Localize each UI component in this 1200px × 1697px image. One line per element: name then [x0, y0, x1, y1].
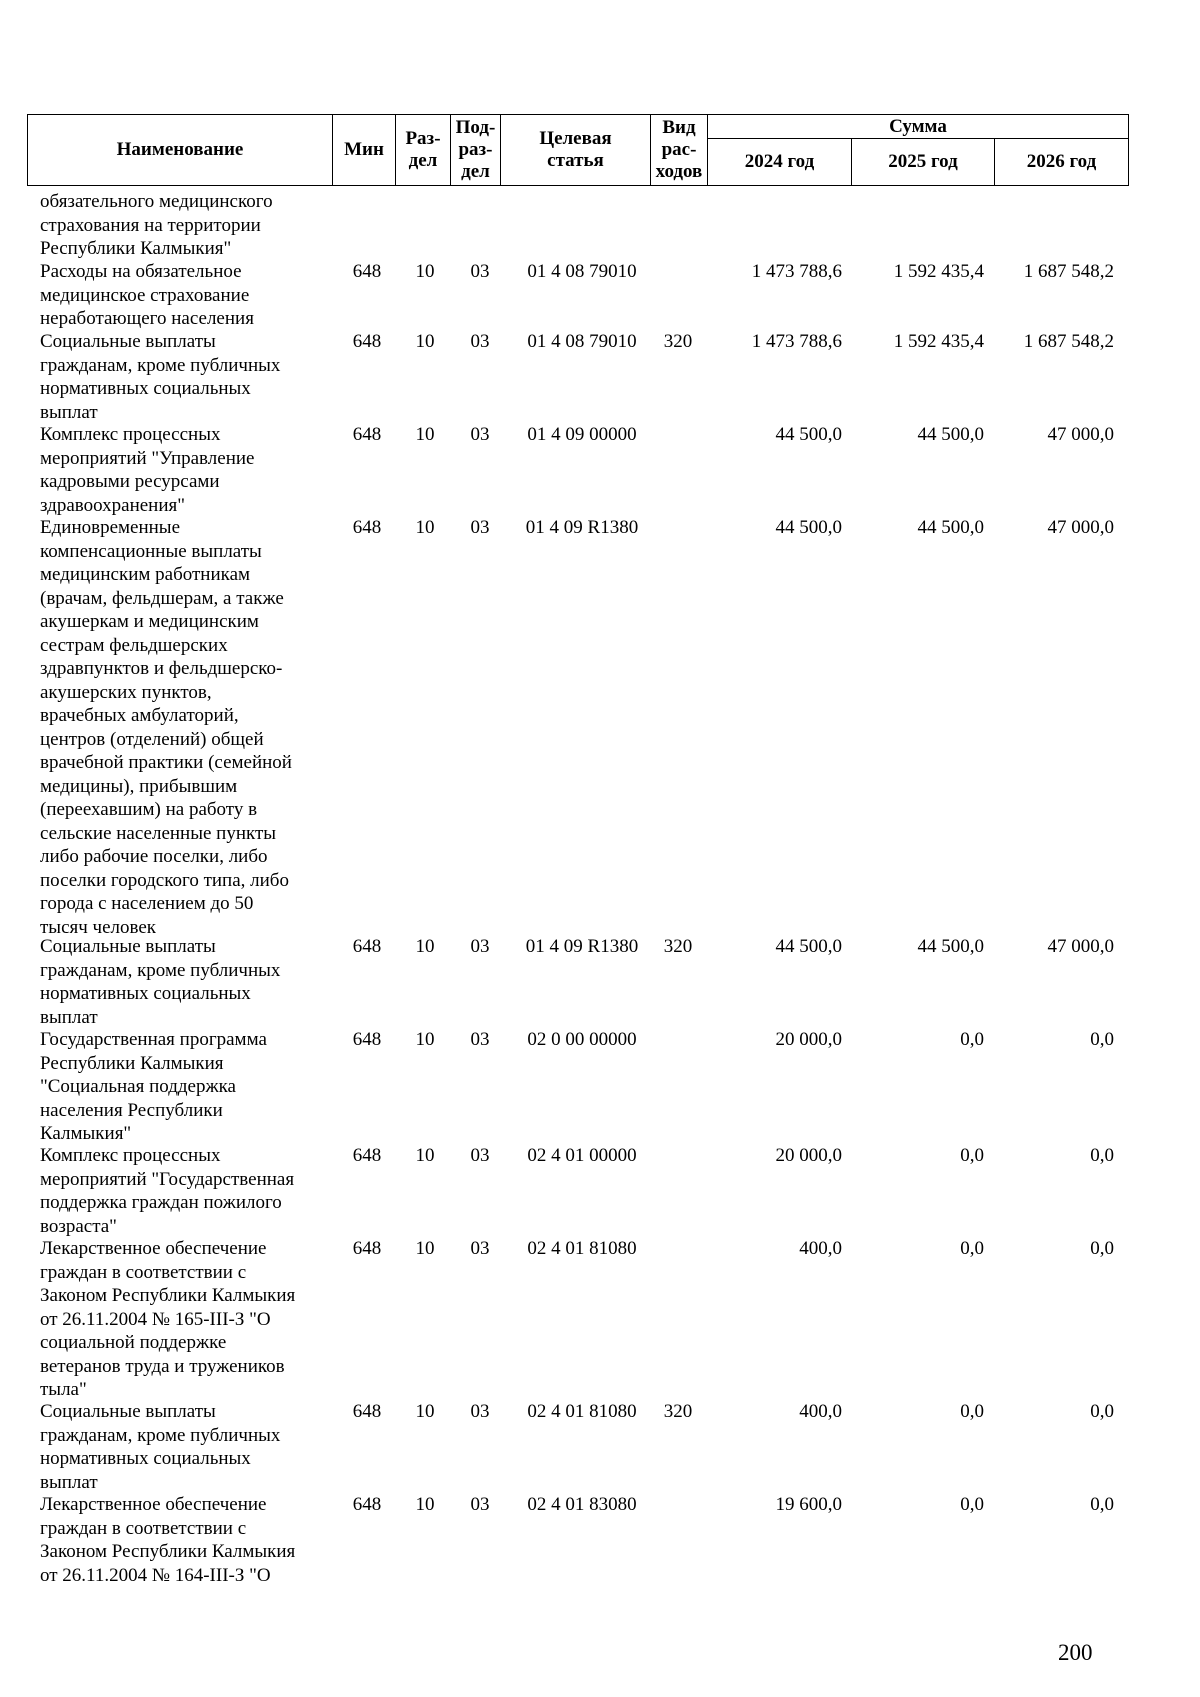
cell-podrazdel: 03 — [470, 261, 490, 282]
cell-min: 648 — [352, 1238, 382, 1259]
cell-min: 648 — [352, 261, 382, 282]
cell-y2026: 0,0 — [1090, 1145, 1114, 1166]
cell-podrazdel: 03 — [470, 1494, 490, 1515]
header-vid: Вид рас- ходов — [651, 115, 708, 185]
cell-y2025: 1 592 435,4 — [893, 331, 984, 352]
cell-name: Лекарственное обеспечение граждан в соответствии с Законом Республики Калмыкия от 26.11.2004 № 165-III-З "О социальной поддержке ветеранов труда и тружеников тыла" — [40, 1238, 296, 1400]
cell-y2026: 47 000,0 — [1047, 936, 1114, 957]
cell-y2025: 44 500,0 — [917, 424, 984, 445]
cell-name: Комплекс процессных мероприятий "Государственная поддержка граждан пожилого возраста" — [40, 1145, 295, 1237]
cell-y2025: 44 500,0 — [917, 517, 984, 538]
header-summa: Сумма — [708, 115, 1128, 139]
header-summa-group — [708, 115, 1128, 185]
cell-razdel: 10 — [415, 331, 435, 352]
cell-y2026: 1 687 548,2 — [1023, 261, 1114, 282]
cell-celevaya: 01 4 09 R1380 — [525, 517, 639, 538]
cell-vid: 320 — [663, 1401, 693, 1422]
cell-celevaya: 02 4 01 83080 — [527, 1494, 637, 1515]
cell-y2025: 0,0 — [960, 1238, 984, 1259]
cell-y2025: 44 500,0 — [917, 936, 984, 957]
cell-y2026: 1 687 548,2 — [1023, 331, 1114, 352]
cell-name: Лекарственное обеспечение граждан в соответствии с Законом Республики Калмыкия от 26.11.2004 № 164-III-З "О — [40, 1494, 296, 1586]
cell-podrazdel: 03 — [470, 424, 490, 445]
cell-min: 648 — [352, 1029, 382, 1050]
header-2024: 2024 год — [708, 139, 852, 185]
cell-podrazdel: 03 — [470, 331, 490, 352]
cell-name: Социальные выплаты гражданам, кроме публичных нормативных социальных выплат — [40, 936, 281, 1028]
cell-celevaya: 01 4 08 79010 — [527, 331, 637, 352]
cell-y2024: 19 600,0 — [775, 1494, 842, 1515]
cell-vid: 320 — [663, 331, 693, 352]
cell-min: 648 — [352, 517, 382, 538]
cell-y2026: 0,0 — [1090, 1494, 1114, 1515]
cell-celevaya: 02 4 01 81080 — [527, 1238, 637, 1259]
header-years — [708, 139, 1128, 185]
cell-y2024: 1 473 788,6 — [751, 331, 842, 352]
cell-name: Расходы на обязательное медицинское страхование неработающего населения — [40, 261, 254, 329]
cell-y2024: 1 473 788,6 — [751, 261, 842, 282]
cell-razdel: 10 — [415, 424, 435, 445]
cell-podrazdel: 03 — [470, 517, 490, 538]
header-2026: 2026 год — [1026, 151, 1097, 172]
cell-y2025: 0,0 — [960, 1029, 984, 1050]
cell-razdel: 10 — [415, 1494, 435, 1515]
header-min: Мин — [333, 115, 396, 185]
cell-min: 648 — [352, 424, 382, 445]
cell-celevaya: 02 4 01 81080 — [527, 1401, 637, 1422]
cell-razdel: 10 — [415, 1401, 435, 1422]
cell-y2026: 0,0 — [1090, 1029, 1114, 1050]
table-header — [27, 114, 1129, 186]
header-razdel: Раз- дел — [396, 115, 451, 185]
cell-min: 648 — [352, 1145, 382, 1166]
cell-y2025: 0,0 — [960, 1145, 984, 1166]
cell-y2025: 1 592 435,4 — [893, 261, 984, 282]
cell-podrazdel: 03 — [470, 1401, 490, 1422]
cell-y2026: 0,0 — [1090, 1238, 1114, 1259]
cell-name: Единовременные компенсационные выплаты медицинским работникам (врачам, фельдшерам, а также акушеркам и медицинским сестрам фельдшерских здравпунктов и фельдшерско- акушерских пунктов, врачебных амбулаторий, центров (отделений) общей врачебной практики (семейной медицины), прибывшим (переехавшим) на работу в сельские населенные пункты либо рабочие поселки, либо поселки городского типа, либо города с населением до 50 тысяч человек — [40, 517, 292, 938]
cell-y2025: 0,0 — [960, 1494, 984, 1515]
cell-vid: 320 — [663, 936, 693, 957]
cell-podrazdel: 03 — [470, 1145, 490, 1166]
cell-y2024: 400,0 — [799, 1401, 842, 1422]
cell-y2026: 0,0 — [1090, 1401, 1114, 1422]
cell-min: 648 — [352, 331, 382, 352]
cell-celevaya: 02 0 00 00000 — [527, 1029, 637, 1050]
cell-podrazdel: 03 — [470, 1029, 490, 1050]
cell-y2024: 20 000,0 — [775, 1145, 842, 1166]
header-name: Наименование — [28, 115, 333, 185]
cell-y2026: 47 000,0 — [1047, 517, 1114, 538]
cell-y2026: 47 000,0 — [1047, 424, 1114, 445]
cell-y2024: 44 500,0 — [775, 517, 842, 538]
cell-celevaya: 01 4 09 R1380 — [525, 936, 639, 957]
cell-y2024: 44 500,0 — [775, 936, 842, 957]
cell-y2025: 0,0 — [960, 1401, 984, 1422]
cell-min: 648 — [352, 936, 382, 957]
cell-razdel: 10 — [415, 261, 435, 282]
header-podrazdel: Под- раз- дел — [451, 115, 501, 185]
cell-razdel: 10 — [415, 517, 435, 538]
header-celevaya: Целевая статья — [501, 115, 651, 185]
page-number: 200 — [1058, 1640, 1093, 1665]
cell-name: Социальные выплаты гражданам, кроме публичных нормативных социальных выплат — [40, 331, 281, 423]
cell-celevaya: 01 4 08 79010 — [527, 261, 637, 282]
cell-y2024: 400,0 — [799, 1238, 842, 1259]
cell-y2024: 20 000,0 — [775, 1029, 842, 1050]
cell-name: обязательного медицинского страхования на территории Республики Калмыкия" — [40, 191, 273, 259]
cell-celevaya: 01 4 09 00000 — [527, 424, 637, 445]
cell-podrazdel: 03 — [470, 936, 490, 957]
cell-y2024: 44 500,0 — [775, 424, 842, 445]
cell-min: 648 — [352, 1401, 382, 1422]
cell-name: Комплекс процессных мероприятий "Управление кадровыми ресурсами здравоохранения" — [40, 424, 255, 516]
cell-celevaya: 02 4 01 00000 — [527, 1145, 637, 1166]
cell-razdel: 10 — [415, 936, 435, 957]
cell-name: Государственная программа Республики Калмыкия "Социальная поддержка населения Республики Калмыкия" — [40, 1029, 267, 1144]
cell-min: 648 — [352, 1494, 382, 1515]
cell-name: Социальные выплаты гражданам, кроме публичных нормативных социальных выплат — [40, 1401, 281, 1493]
cell-razdel: 10 — [415, 1029, 435, 1050]
cell-podrazdel: 03 — [470, 1238, 490, 1259]
header-2025: 2025 год — [852, 139, 995, 185]
cell-razdel: 10 — [415, 1145, 435, 1166]
cell-razdel: 10 — [415, 1238, 435, 1259]
